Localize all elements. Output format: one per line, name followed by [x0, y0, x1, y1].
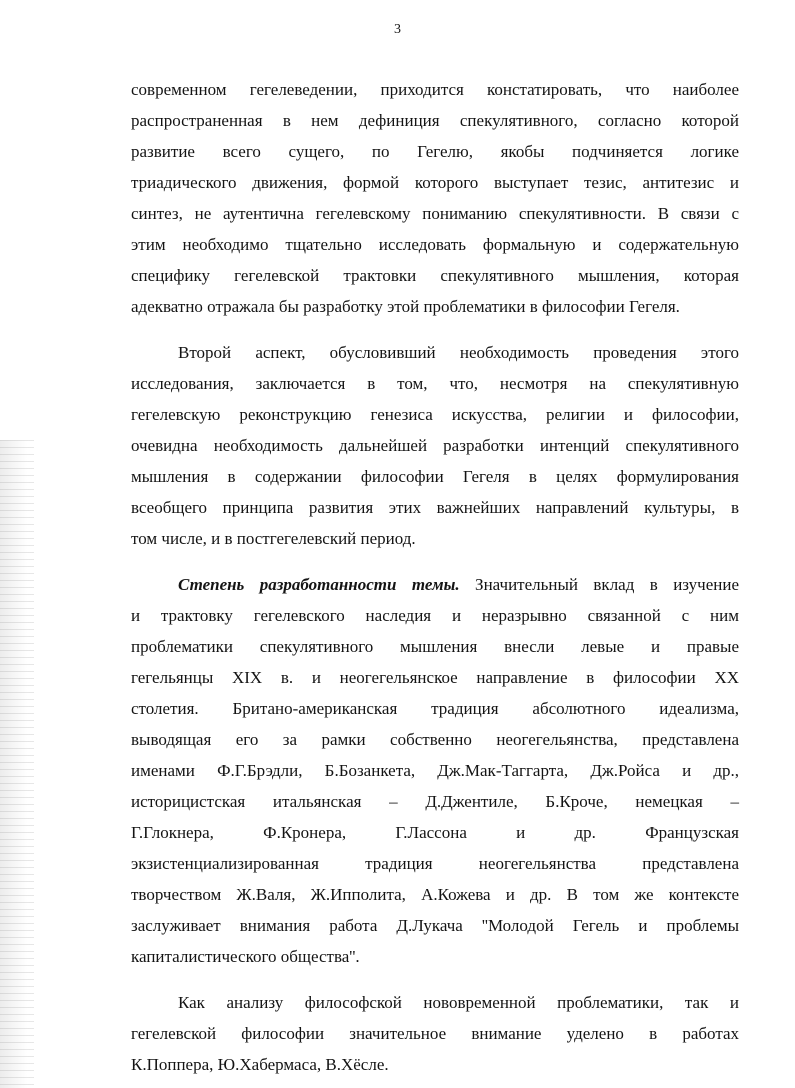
text-line: мышления в содержании философии Гегеля в целях формулирования [131, 467, 739, 486]
text-line: специфику гегелевской трактовки спекулятивного мышления, которая [131, 266, 739, 285]
text-line: творчеством Ж.Валя, Ж.Ипполита, А.Кожева и др. В том же контексте [131, 885, 739, 904]
text-line: современном гегелеведении, приходится констатировать, что наиболее [131, 80, 739, 99]
text-line: и трактовку гегелевского наследия и неразрывно связанной с ним [131, 606, 739, 625]
text-line: заслуживает внимания работа Д.Лукача ''Молодой Гегель и проблемы [131, 916, 739, 935]
text-line: Как анализу философской нововременной проблематики, так и [178, 993, 739, 1012]
text-line: гегелевской философии значительное внимание уделено в работах [131, 1024, 739, 1043]
text-line [131, 569, 739, 600]
text-line: именами Ф.Г.Брэдли, Б.Бозанкета, Дж.Мак-Таггарта, Дж.Ройса и др., [131, 761, 739, 780]
paragraph-3 [131, 569, 739, 972]
text-line: всеобщего принципа развития этих важнейших направлений культуры, в [131, 498, 739, 517]
text-line: капиталистического общества''. [131, 947, 360, 966]
document-body [131, 74, 739, 1080]
section-heading: Степень разработанности темы. [178, 575, 460, 594]
text-line: историцистская итальянская – Д.Джентиле, Б.Кроче, немецкая – [131, 792, 739, 811]
page-number: 3 [394, 22, 401, 37]
text-line: адекватно отражала бы разработку этой проблематики в философии Гегеля. [131, 297, 680, 316]
text-line: очевидна необходимость дальнейшей разработки интенций спекулятивного [131, 436, 739, 455]
text-line: распространенная в нем дефиниция спекулятивного, согласно которой [131, 111, 739, 130]
text-line-rest: Значительный вклад в изучение [459, 575, 739, 594]
text-line: столетия. Британо-американская традиция абсолютного идеализма, [131, 699, 739, 718]
paragraph-4 [131, 987, 739, 1080]
text-line: К.Поппера, Ю.Хабермаса, В.Хёсле. [131, 1055, 389, 1074]
text-line: гегелевскую реконструкцию генезиса искусства, религии и философии, [131, 405, 739, 424]
text-line: проблематики спекулятивного мышления внесли левые и правые [131, 637, 739, 656]
text-line: развитие всего сущего, по Гегелю, якобы подчиняется логике [131, 142, 739, 161]
text-line: гегельянцы XIX в. и неогегельянское направление в философии XX [131, 668, 739, 687]
text-line: Г.Глокнера, Ф.Кронера, Г.Лассона и др. Французская [131, 823, 739, 842]
text-line: исследования, заключается в том, что, несмотря на спекулятивную [131, 374, 739, 393]
text-line: том числе, и в постгегелевский период. [131, 529, 416, 548]
text-line: этим необходимо тщательно исследовать формальную и содержательную [131, 235, 739, 254]
text-line: экзистенциализированная традиция неогегельянства представлена [131, 854, 739, 873]
paragraph-1 [131, 74, 739, 322]
text-line: триадического движения, формой которого выступает тезис, антитезис и [131, 173, 739, 192]
text-line: выводящая его за рамки собственно неогегельянства, представлена [131, 730, 739, 749]
paragraph-2 [131, 337, 739, 554]
scan-shadow-edge [0, 440, 34, 1088]
text-line: Второй аспект, обусловивший необходимость проведения этого [178, 343, 739, 362]
text-line: синтез, не аутентична гегелевскому пониманию спекулятивности. В связи с [131, 204, 739, 223]
